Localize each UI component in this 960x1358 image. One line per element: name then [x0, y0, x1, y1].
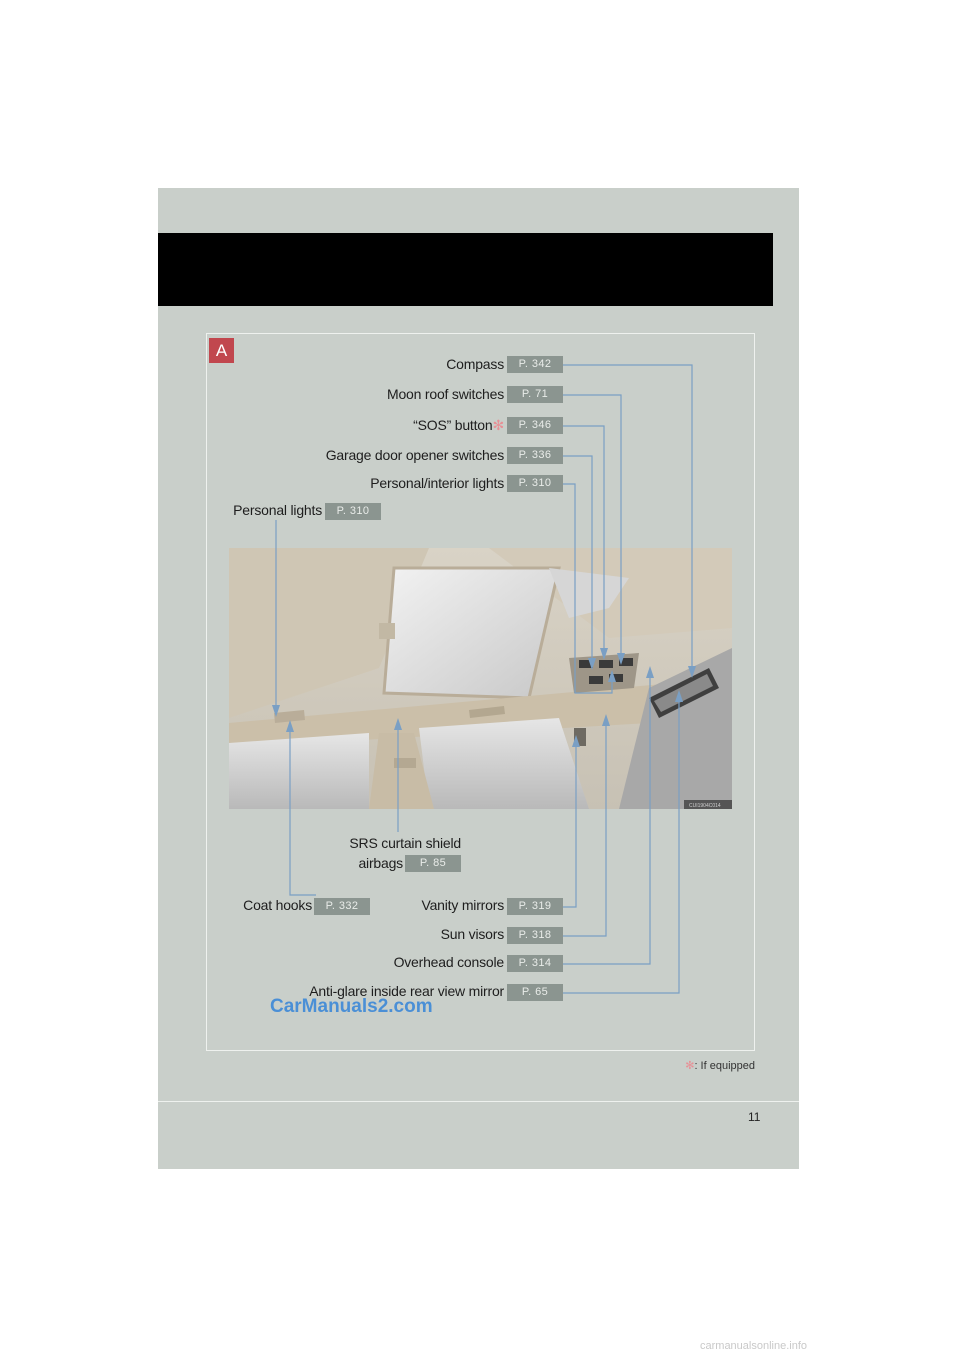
footer-rule	[158, 1101, 799, 1102]
vanity-mirrors-label: Vanity mirrors	[421, 897, 504, 913]
compass-label: Compass	[446, 356, 504, 372]
vanity-mirrors-page-ref[interactable]: P. 319	[507, 898, 563, 915]
sun-visors-page-ref[interactable]: P. 318	[507, 927, 563, 944]
personal-lights-page-ref[interactable]: P. 310	[325, 503, 381, 520]
footnote	[685, 1059, 755, 1072]
compass-page-ref[interactable]: P. 342	[507, 356, 563, 373]
garage-label: Garage door opener switches	[325, 447, 504, 463]
moon-roof-label: Moon roof switches	[386, 386, 504, 402]
personal-interior-page-ref[interactable]: P. 310	[507, 475, 563, 492]
watermark-carmanuals2: CarManuals2.com	[270, 996, 433, 1017]
ceiling-drawing	[229, 548, 732, 809]
personal-interior-label: Personal/interior lights	[370, 475, 504, 491]
if-equipped-star-icon: ✻	[492, 417, 504, 433]
watermark-carmanualsonline: carmanualsonline.info	[700, 1340, 808, 1352]
page-number: 11	[748, 1110, 761, 1124]
srs-page-ref[interactable]: P. 85	[405, 855, 461, 872]
coat-hooks-page-ref[interactable]: P. 332	[314, 898, 370, 915]
mirror-label: Anti-glare inside rear view mirror	[309, 983, 504, 999]
photo-code: CUI1904C014	[689, 803, 721, 809]
personal-lights-label: Personal lights	[233, 502, 322, 518]
srs-label-line1: SRS curtain shield	[349, 835, 461, 851]
coat-hooks-label: Coat hooks	[243, 897, 312, 913]
overhead-console-page-ref[interactable]: P. 314	[507, 955, 563, 972]
header-bar	[158, 233, 773, 306]
footnote-star-icon: ✻	[685, 1060, 695, 1072]
sos-label	[413, 417, 504, 434]
mirror-page-ref[interactable]: P. 65	[507, 984, 563, 1001]
section-badge: A	[209, 338, 234, 363]
footnote-text: : If equipped	[694, 1060, 755, 1072]
sun-visors-label: Sun visors	[440, 926, 504, 942]
overhead-console-label: Overhead console	[393, 954, 504, 970]
interior-ceiling-illustration	[229, 548, 732, 809]
sos-page-ref[interactable]: P. 346	[507, 417, 563, 434]
moon-roof-page-ref[interactable]: P. 71	[507, 386, 563, 403]
sos-label-text: “SOS” button	[413, 417, 493, 433]
garage-page-ref[interactable]: P. 336	[507, 447, 563, 464]
srs-label-line2: airbags	[358, 855, 403, 871]
